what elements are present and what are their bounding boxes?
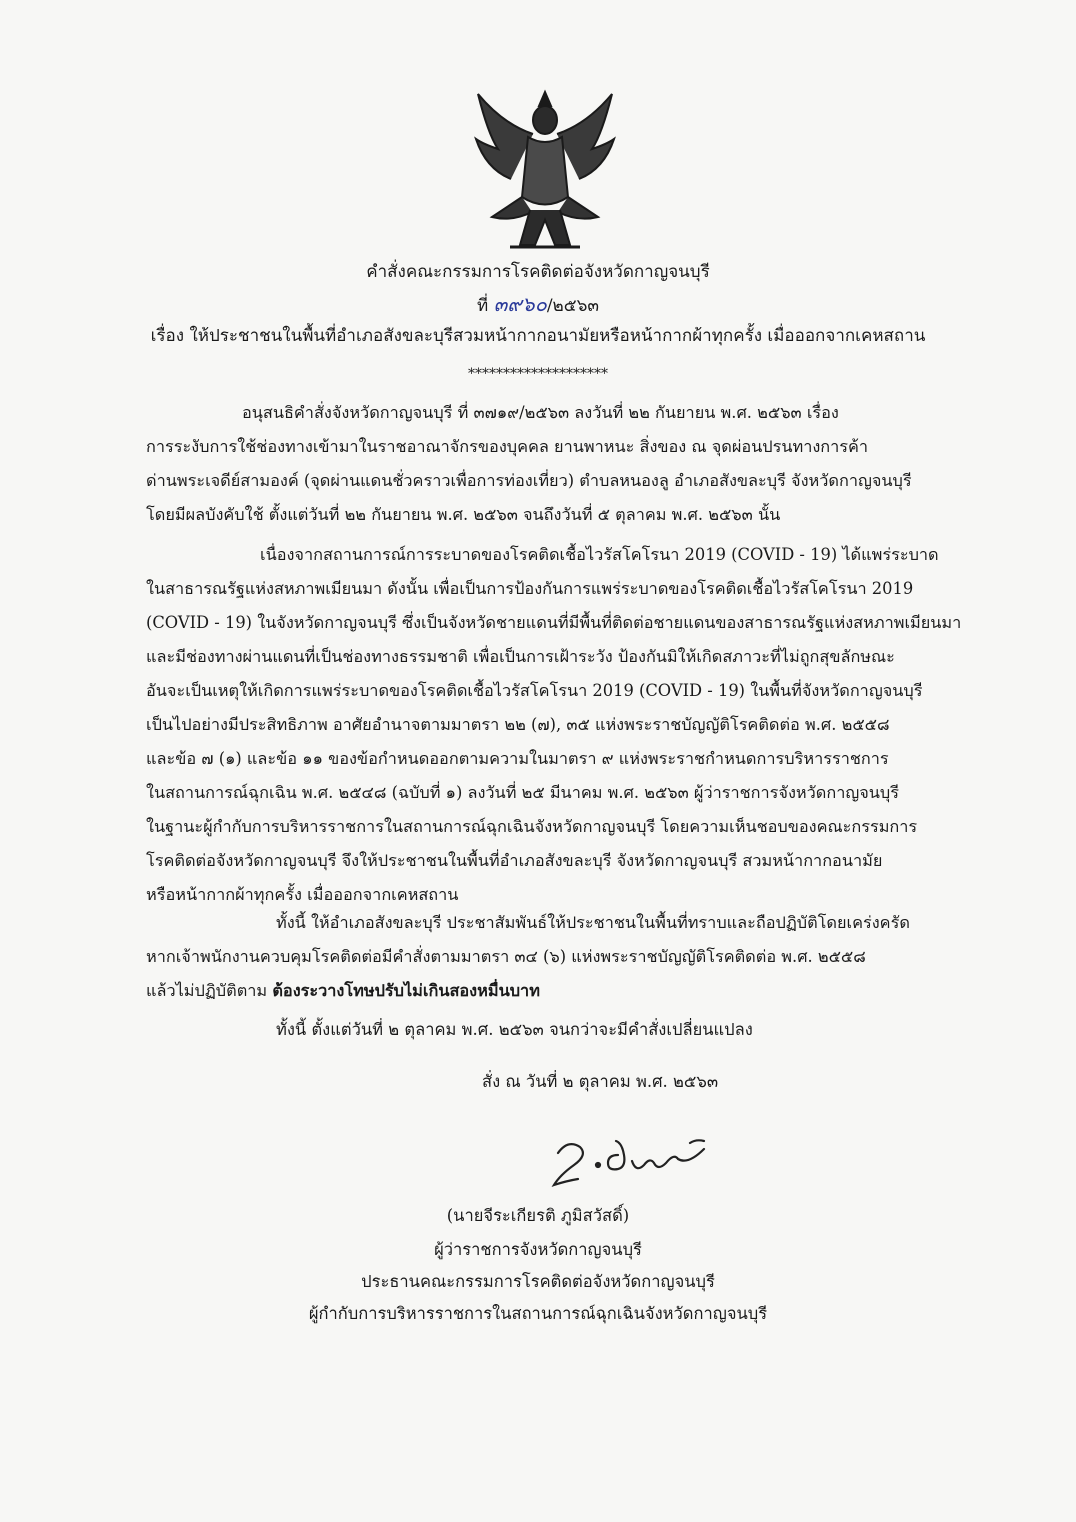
paragraph-line: (COVID - 19) ในจังหวัดกาญจนบุรี ซึ่งเป็นจังหวัดชายแดนที่มีพื้นที่ติดต่อชายแดนของสาธารณรัฐแห่งสหภาพเมียนมา — [146, 613, 962, 632]
garuda-emblem-icon — [470, 82, 620, 262]
paragraph-line: ในสถานการณ์ฉุกเฉิน พ.ศ. ๒๕๔๘ (ฉบับที่ ๑) ลงวันที่ ๒๕ มีนาคม พ.ศ. ๒๕๖๓ ผู้ว่าราชการจังหวัดกาญจนบุรี — [146, 783, 899, 802]
number-suffix: /๒๕๖๓ — [546, 296, 600, 316]
paragraph-line: ทั้งนี้ ให้อำเภอสังขละบุรี ประชาสัมพันธ์ให้ประชาชนในพื้นที่ทราบและถือปฏิบัติโดยเคร่งครัด — [276, 913, 910, 932]
document-title: คำสั่งคณะกรรมการโรคติดต่อจังหวัดกาญจนบุรี — [366, 262, 710, 282]
paragraph-penalty — [146, 906, 976, 1008]
paragraph-line: อันจะเป็นเหตุให้เกิดการแพร่ระบาดของโรคติดเชื้อไวรัสโคโรนา 2019 (COVID - 19) ในพื้นที่จังหวัดกาญจนบุรี — [146, 681, 923, 700]
paragraph-line: ด่านพระเจดีย์สามองค์ (จุดผ่านแดนชั่วคราวเพื่อการท่องเที่ยว) ตำบลหนองลู อำเภอสังขละบุรี จังหวัดกาญจนบุรี — [146, 471, 912, 490]
paragraph-line — [146, 974, 976, 1008]
paragraph-line: อนุสนธิคำสั่งจังหวัดกาญจนบุรี ที่ ๓๗๑๙/๒๕๖๓ ลงวันที่ ๒๒ กันยายน พ.ศ. ๒๕๖๓ เรื่อง — [242, 403, 839, 422]
paragraph-reason — [146, 538, 976, 912]
penalty-lead: แล้วไม่ปฏิบัติตาม — [146, 981, 273, 1000]
signatory-position-chairman: ประธานคณะกรรมการโรคติดต่อจังหวัดกาญจนบุรี — [361, 1272, 715, 1291]
paragraph-line: และข้อ ๗ (๑) และข้อ ๑๑ ของข้อกำหนดออกตามความในมาตรา ๙ แห่งพระราชกำหนดการบริหารราชการ — [146, 749, 889, 768]
paragraph-line: ในฐานะผู้กำกับการบริหารราชการในสถานการณ์ฉุกเฉินจังหวัดกาญจนบุรี โดยความเห็นชอบของคณะกรรมการ — [146, 817, 918, 836]
number-prefix: ที่ — [476, 296, 489, 316]
signatory-position-governor: ผู้ว่าราชการจังหวัดกาญจนบุรี — [434, 1240, 642, 1259]
signed-date: สั่ง ณ วันที่ ๒ ตุลาคม พ.ศ. ๒๕๖๓ — [482, 1072, 719, 1091]
document-number — [0, 294, 1076, 316]
effective-date: ทั้งนี้ ตั้งแต่วันที่ ๒ ตุลาคม พ.ศ. ๒๕๖๓ จนกว่าจะมีคำสั่งเปลี่ยนแปลง — [276, 1020, 753, 1039]
paragraph-line: และมีช่องทางผ่านแดนที่เป็นช่องทางธรรมชาติ เพื่อเป็นการเฝ้าระวัง ป้องกันมิให้เกิดสภาวะที่ไม่ถูกสุขลักษณะ — [146, 647, 895, 666]
paragraph-reference — [146, 396, 976, 532]
signatory-name: (นายจีระเกียรติ ภูมิสวัสดิ์) — [446, 1206, 630, 1225]
paragraph-line: หากเจ้าพนักงานควบคุมโรคติดต่อมีคำสั่งตามมาตรา ๓๔ (๖) แห่งพระราชบัญญัติโรคติดต่อ พ.ศ. ๒๕๕๘ — [146, 947, 866, 966]
paragraph-line: หรือหน้ากากผ้าทุกครั้ง เมื่อออกจากเคหสถาน — [146, 885, 459, 904]
paragraph-line: โรคติดต่อจังหวัดกาญจนบุรี จึงให้ประชาชนในพื้นที่อำเภอสังขละบุรี จังหวัดกาญจนบุรี สวมหน้ากากอนามัย — [146, 851, 883, 870]
paragraph-line: โดยมีผลบังคับใช้ ตั้งแต่วันที่ ๒๒ กันยายน พ.ศ. ๒๕๖๓ จนถึงวันที่ ๕ ตุลาคม พ.ศ. ๒๕๖๓ นั้น — [146, 505, 781, 524]
paragraph-line: การระงับการใช้ช่องทางเข้ามาในราชอาณาจักรของบุคคล ยานพาหนะ สิ่งของ ณ จุดผ่อนปรนทางการค้า — [146, 437, 869, 456]
number-handwritten: ๓๙๖๐ — [493, 292, 547, 316]
separator: ******************** — [468, 366, 608, 382]
penalty-bold: ต้องระวางโทษปรับไม่เกินสองหมื่นบาท — [272, 981, 540, 1000]
paragraph-line: ในสาธารณรัฐแห่งสหภาพเมียนมา ดังนั้น เพื่อเป็นการป้องกันการแพร่ระบาดของโรคติดเชื้อไวรัสโคโรนา 2019 — [146, 579, 914, 598]
paragraph-line: เนื่องจากสถานการณ์การระบาดของโรคติดเชื้อไวรัสโคโรนา 2019 (COVID - 19) ได้แพร่ระบาด — [260, 545, 939, 564]
signature-icon — [540, 1125, 740, 1195]
paragraph-line: เป็นไปอย่างมีประสิทธิภาพ อาศัยอำนาจตามมาตรา ๒๒ (๗), ๓๕ แห่งพระราชบัญญัติโรคติดต่อ พ.ศ. ๒๕๕๘ — [146, 715, 890, 734]
signatory-position-director: ผู้กำกับการบริหารราชการในสถานการณ์ฉุกเฉินจังหวัดกาญจนบุรี — [308, 1304, 768, 1323]
document-subject: เรื่อง ให้ประชาชนในพื้นที่อำเภอสังขละบุรีสวมหน้ากากอนามัยหรือหน้ากากผ้าทุกครั้ง เมื่อออกจากเคหสถาน — [150, 326, 926, 346]
